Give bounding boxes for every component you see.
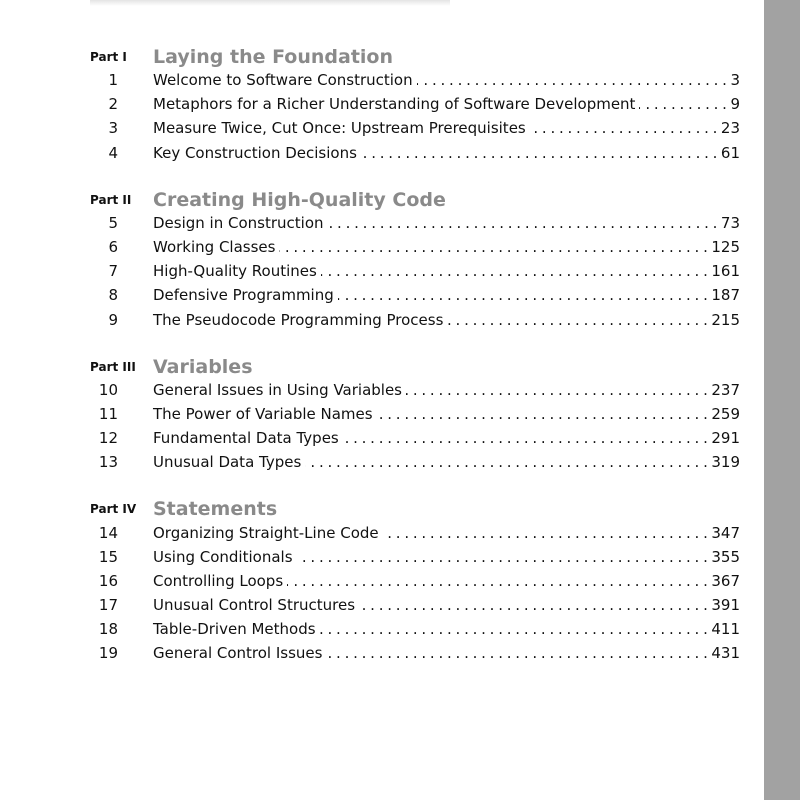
leader-dots [297,548,708,566]
part-header [90,492,740,520]
chapter-entry[interactable] [90,235,740,259]
chapter-number: 19 [98,644,118,663]
page-number: 291 [711,429,740,448]
chapter-title: Key Construction Decisions [153,143,357,162]
leader-dots [383,524,708,542]
part-header [90,350,740,378]
leader-dots [377,405,708,423]
chapter-entry[interactable] [90,545,740,569]
chapter-number: 4 [108,143,118,162]
chapter-number: 18 [98,620,118,639]
chapter-entry[interactable] [90,68,740,92]
chapter-title: Controlling Loops [153,571,284,590]
chapter-number: 1 [108,71,118,90]
chapter-number: 14 [98,523,118,542]
page-number: 187 [711,286,740,305]
table-of-contents [90,40,740,684]
page-number: 61 [720,143,740,162]
chapter-title: High-Quality Routines [153,262,317,281]
part-section [90,492,740,665]
page-number: 367 [711,571,740,590]
chapter-number: 17 [98,596,118,615]
part-label: Part III [90,359,136,374]
part-title[interactable]: Statements [153,498,278,521]
leader-dots [328,214,717,232]
part-label: Part IV [90,502,137,517]
page-number: 411 [711,620,740,639]
leader-dots [406,381,707,399]
chapter-title: General Issues in Using Variables [153,380,403,399]
chapter-title: Design in Construction [153,213,324,232]
part-title[interactable]: Variables [153,355,253,378]
chapter-title: Working Classes [153,238,276,257]
leader-dots [639,95,726,113]
part-title[interactable]: Laying the Foundation [153,46,394,68]
chapter-title: The Power of Variable Names [153,404,373,423]
chapter-entry[interactable] [90,259,740,283]
leader-dots [305,453,707,471]
chapter-entry[interactable] [90,211,740,235]
chapter-entry[interactable] [90,116,740,140]
chapter-number: 16 [98,571,118,590]
chapter-number: 3 [108,119,118,138]
chapter-entry[interactable] [90,520,740,544]
page-number: 431 [711,644,740,663]
chapter-number: 10 [98,380,118,399]
page-number: 347 [711,523,740,542]
leader-dots [326,644,707,662]
part-header [90,183,740,211]
leader-dots [287,572,707,590]
chapter-title: Metaphors for a Richer Understanding of Software Development [153,95,636,114]
leader-dots [279,238,707,256]
chapter-number: 15 [98,547,118,566]
chapter-entry[interactable] [90,641,740,665]
leader-dots [530,119,717,137]
part-section [90,350,740,475]
leader-dots [359,596,707,614]
part-header [90,40,740,68]
chapter-entry[interactable] [90,569,740,593]
page-number: 73 [720,213,740,232]
page-number: 3 [730,71,740,90]
leader-dots [447,311,707,329]
chapter-entry[interactable] [90,283,740,307]
chapter-entry[interactable] [90,141,740,165]
chapter-number: 8 [108,286,118,305]
chapter-entry[interactable] [90,617,740,641]
side-thumb-tab [764,0,800,800]
page-number: 161 [711,262,740,281]
chapter-title: Measure Twice, Cut Once: Upstream Prerequisites [153,119,526,138]
chapter-number: 6 [108,238,118,257]
leader-dots [338,286,708,304]
page-number: 215 [711,310,740,329]
page-number: 355 [711,547,740,566]
part-label: Part II [90,192,132,207]
chapter-number: 11 [98,404,118,423]
page-number: 259 [711,404,740,423]
chapter-entry[interactable] [90,593,740,617]
chapter-title: General Control Issues [153,644,323,663]
leader-dots [417,71,727,89]
chapter-entry[interactable] [90,378,740,402]
page-number: 319 [711,453,740,472]
chapter-number: 7 [108,262,118,281]
chapter-entry[interactable] [90,308,740,332]
chapter-number: 12 [98,429,118,448]
page-number: 125 [711,238,740,257]
chapter-entry[interactable] [90,426,740,450]
chapter-title: Fundamental Data Types [153,429,339,448]
page-number: 237 [711,380,740,399]
chapter-number: 13 [98,453,118,472]
chapter-title: Organizing Straight-Line Code [153,523,379,542]
chapter-number: 2 [108,95,118,114]
chapter-number: 5 [108,213,118,232]
part-section [90,40,740,165]
page-number: 391 [711,596,740,615]
chapter-title: Defensive Programming [153,286,334,305]
chapter-title: Table-Driven Methods [153,620,316,639]
part-title[interactable]: Creating High-Quality Code [153,188,446,211]
chapter-entry[interactable] [90,450,740,474]
top-edge-shadow [90,0,450,6]
part-section [90,183,740,332]
chapter-entry[interactable] [90,402,740,426]
leader-dots [361,144,717,162]
chapter-title: The Pseudocode Programming Process [153,310,444,329]
leader-dots [343,429,708,447]
page-number: 9 [730,95,740,114]
chapter-number: 9 [108,310,118,329]
page-number: 23 [720,119,740,138]
part-label: Part I [90,50,127,64]
chapter-title: Welcome to Software Construction [153,71,413,90]
leader-dots [320,620,708,638]
chapter-entry[interactable] [90,92,740,116]
leader-dots [321,262,708,280]
chapter-title: Unusual Data Types [153,453,302,472]
chapter-title: Using Conditionals [153,547,293,566]
chapter-title: Unusual Control Structures [153,596,356,615]
